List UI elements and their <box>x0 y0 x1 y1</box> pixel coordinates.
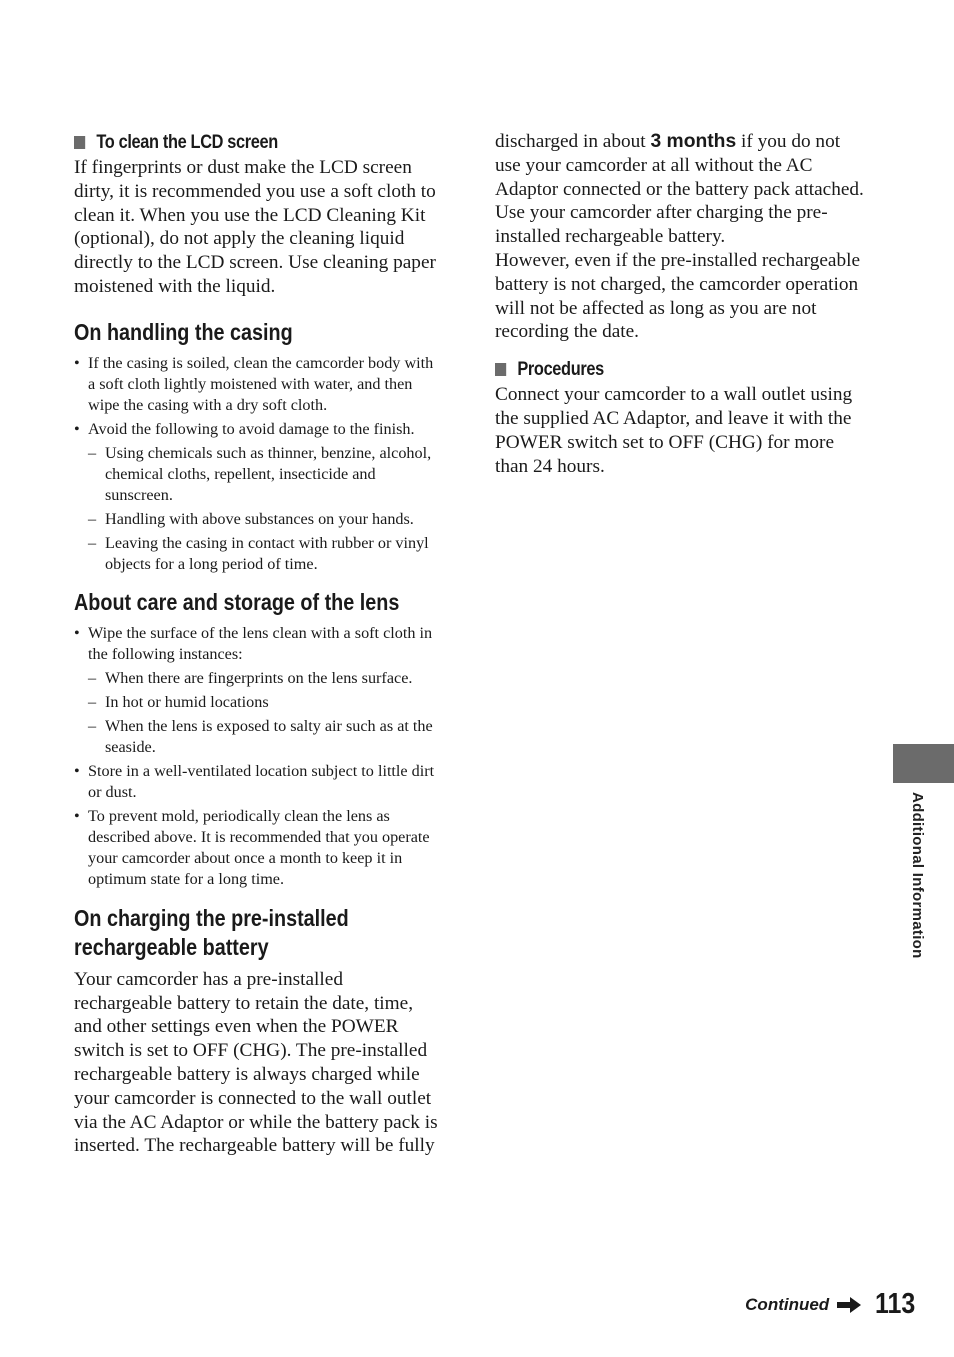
lens-heading: About care and storage of the lens <box>74 588 400 615</box>
page-footer <box>745 1288 922 1321</box>
lens-list <box>74 623 442 890</box>
list-item: • Store in a well-ventilated location subject to little dirt or dust. <box>74 761 435 801</box>
lcd-paragraph: If fingerprints or dust make the LCD screen dirty, it is recommended you use a soft cloth to clean it. When you use the LCD Cleaning Kit (optional), do not apply the cleaning liquid directly to the LCD screen. Use cleaning paper moistened with the liquid. <box>74 157 436 297</box>
list-item: • Avoid the following to avoid damage to the finish. – Using chemicals such as thinner, benzine, alcohol, chemical cloths, repellent, insecticide and sunscreen. – Handling with above substances on your hands. – Leaving the casing in contact with rubber or vinyl objects for a long period of time. <box>74 419 442 575</box>
list-item: • To prevent mold, periodically clean the lens as described above. It is recommended that you operate your camcorder about once a month to keep it in optimum state for a long time. <box>74 806 430 888</box>
section-tab <box>893 744 954 783</box>
sub-list-item: – When the lens is exposed to salty air such as at the seaside. <box>88 716 433 756</box>
three-months-emphasis: 3 months <box>650 131 737 152</box>
sub-list-item: – When there are fingerprints on the lens surface. <box>88 668 413 687</box>
sub-list-item: – Using chemicals such as thinner, benzine, alcohol, chemical cloths, repellent, insecticide and sunscreen. <box>88 443 432 504</box>
battery-heading: On charging the pre-installed rechargeable battery <box>74 904 349 960</box>
sub-list-item: – Leaving the casing in contact with rubber or vinyl objects for a long period of time. <box>88 533 429 573</box>
procedures-heading: Procedures <box>495 357 815 383</box>
sub-list-item: – Handling with above substances on your hands. <box>88 509 414 528</box>
casing-heading: On handling the casing <box>74 318 293 345</box>
battery-continued-paragraph: discharged in about 3 months if you do not use your camcorder at all without the AC Adaptor connected or the battery pack attached. Use your camcorder after charging the pre-installed rechargeable battery. <box>495 131 864 248</box>
list-item: • If the casing is soiled, clean the camcorder body with a soft cloth lightly moistened with water, and then wipe the casing with a dry soft cloth. <box>74 353 434 414</box>
list-item: • Wipe the surface of the lens clean with a soft cloth in the following instances: – When there are fingerprints on the lens surface. – In hot or humid locations – When the lens is exposed to salty air such as at the seaside. <box>74 623 442 758</box>
procedures-paragraph: Connect your camcorder to a wall outlet using the supplied AC Adaptor, and leave it with the POWER switch set to OFF (CHG) for more than 24 hours. <box>495 384 853 477</box>
sub-list-item: – In hot or humid locations <box>88 692 269 711</box>
right-column <box>495 130 867 478</box>
battery-paragraph: Your camcorder has a pre-installed rechargeable battery to retain the date, time, and other settings even when the POWER switch is set to OFF (CHG). The pre-installed rechargeable battery is always charged while your camcorder is connected to the wall outlet via the AC Adaptor or while the battery pack is inserted. The rechargeable battery will be fully <box>74 968 438 1157</box>
continued-label: Continued <box>745 1294 830 1314</box>
square-bullet-icon <box>495 363 506 376</box>
lens-sublist <box>88 668 442 758</box>
casing-sublist <box>88 443 442 575</box>
arrow-right-icon <box>837 1297 861 1313</box>
left-column <box>74 130 442 1158</box>
battery-note-paragraph: However, even if the pre-installed rechargeable battery is not charged, the camcorder operation will not be affected as long as you are not recording the date. <box>495 249 861 343</box>
section-side-label: Additional Information <box>909 792 926 959</box>
square-bullet-icon <box>74 136 85 149</box>
casing-list <box>74 353 442 575</box>
lcd-heading: To clean the LCD screen <box>74 130 390 156</box>
page-number: 113 <box>875 1288 916 1320</box>
